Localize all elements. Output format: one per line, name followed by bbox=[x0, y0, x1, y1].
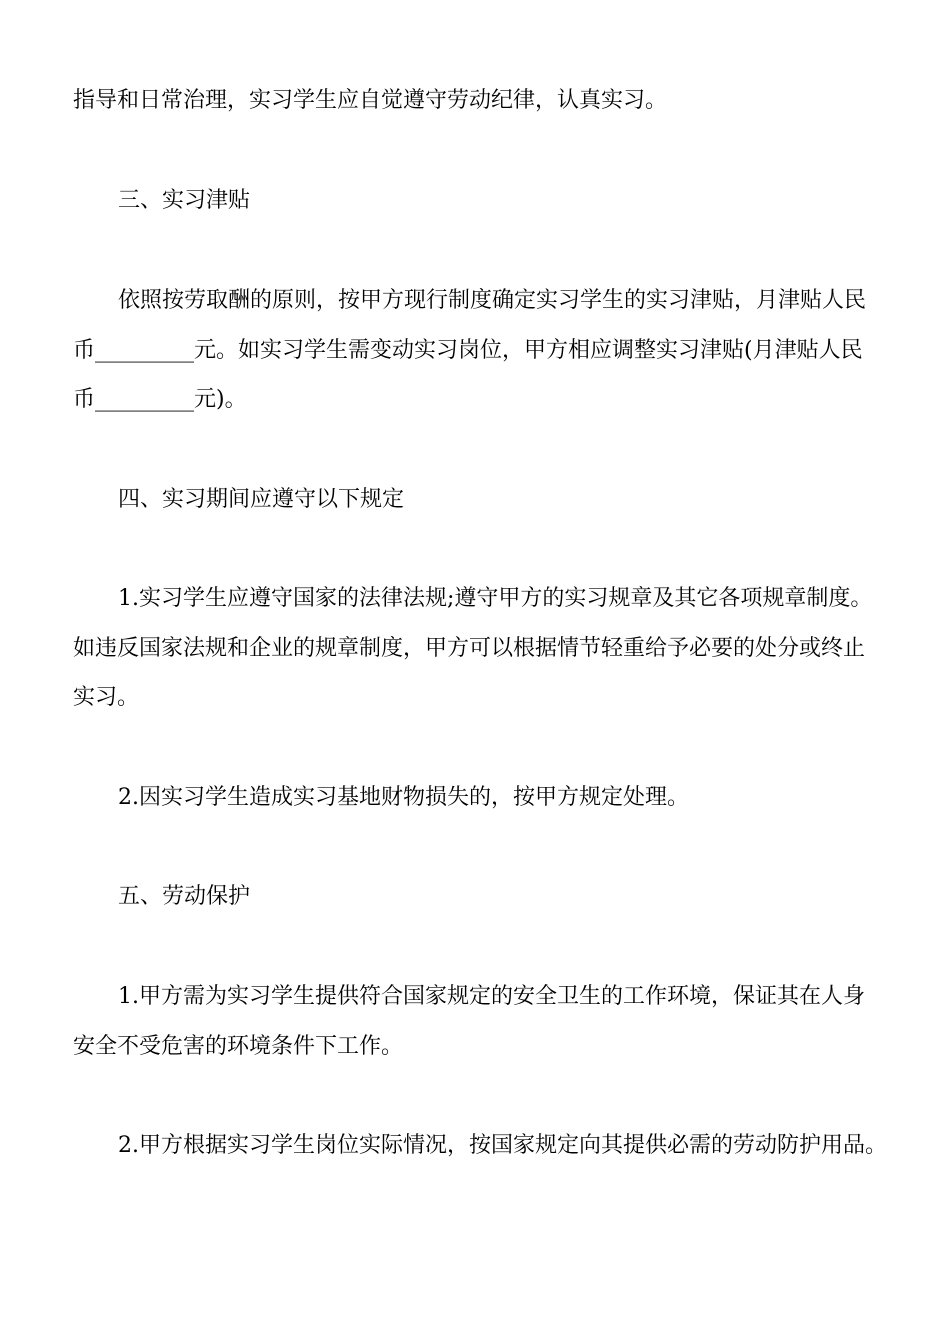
section-4-item-1-line-3: 实习。 bbox=[73, 685, 140, 710]
section-4-item-1-line-2: 如违反国家法规和企业的规章制度，甲方可以根据情节轻重给予必要的处分或终止 bbox=[73, 636, 866, 661]
section-3-heading: 三、实习津贴 bbox=[118, 188, 251, 213]
section-4-item-1-line-1: 1.实习学生应遵守国家的法律法规;遵守甲方的实习规章及其它各项规章制度。 bbox=[118, 586, 873, 611]
section-5-item-1-line-2: 安全不受危害的环境条件下工作。 bbox=[73, 1034, 404, 1059]
section-4-item-2: 2.因实习学生造成实习基地财物损失的，按甲方规定处理。 bbox=[118, 785, 689, 810]
section-3-paragraph-line-2: 币_________元。如实习学生需变动实习岗位，甲方相应调整实习津贴(月津贴人民 bbox=[73, 338, 863, 363]
continuation-line: 指导和日常治理，实习学生应自觉遵守劳动纪律，认真实习。 bbox=[73, 88, 668, 113]
section-5-heading: 五、劳动保护 bbox=[118, 884, 251, 909]
section-3-paragraph-line-3: 币_________元)。 bbox=[73, 387, 247, 412]
section-5-item-2: 2.甲方根据实习学生岗位实际情况，按国家规定向其提供必需的劳动防护用品。 bbox=[118, 1133, 887, 1158]
section-3-paragraph-line-1: 依照按劳取酬的原则，按甲方现行制度确定实习学生的实习津贴，月津贴人民 bbox=[118, 288, 867, 313]
section-4-heading: 四、实习期间应遵守以下规定 bbox=[118, 487, 405, 512]
section-5-item-1-line-1: 1.甲方需为实习学生提供符合国家规定的安全卫生的工作环境，保证其在人身 bbox=[118, 984, 865, 1009]
